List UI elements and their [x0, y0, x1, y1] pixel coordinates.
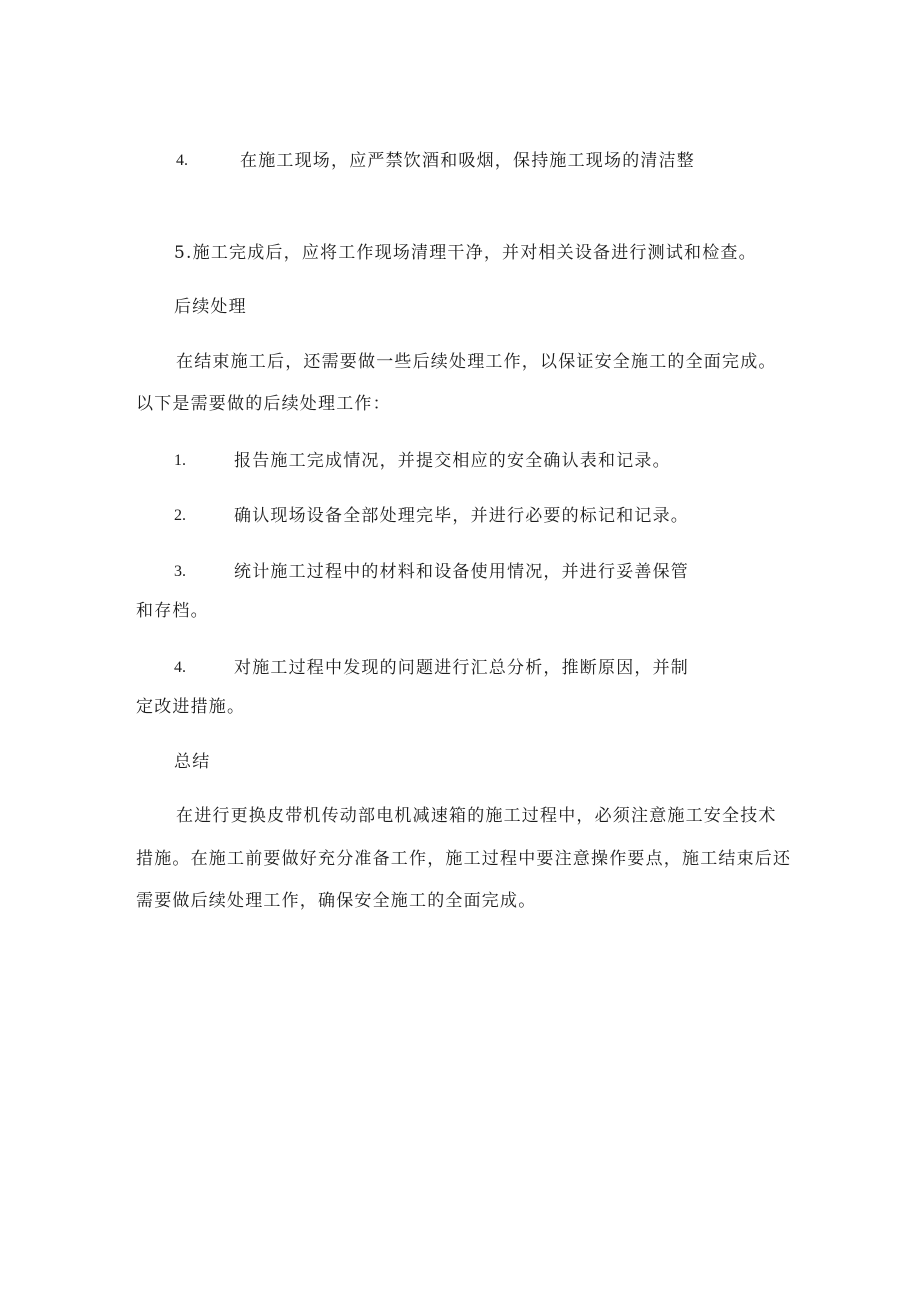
section-heading-summary: 总结: [174, 752, 211, 772]
list-item-text: 5.施工完成后，应将工作现场清理干净，并对相关设备进行测试和检查。: [174, 243, 757, 263]
summary-paragraph-line: 需要做后续处理工作，确保安全施工的全面完成。: [136, 891, 537, 911]
list-item-number: 4.: [176, 152, 188, 169]
followup-intro-line: 以下是需要做的后续处理工作：: [136, 394, 391, 414]
list-item-number: 3.: [174, 563, 186, 580]
list-item-number: 4.: [174, 659, 186, 676]
list-item-continuation: 和存档。: [136, 601, 209, 621]
followup-intro-line: 在结束施工后，还需要做一些后续处理工作，以保证安全施工的全面完成。: [176, 352, 777, 372]
list-item-number: 2.: [174, 507, 186, 524]
section-heading-followup: 后续处理: [174, 297, 247, 317]
list-item-text: 对施工过程中发现的问题进行汇总分析，推断原因，并制: [234, 658, 689, 678]
list-item-number: 1.: [174, 452, 186, 469]
list-item-continuation: 定改进措施。: [136, 697, 246, 717]
list-item-text: 报告施工完成情况，并提交相应的安全确认表和记录。: [234, 451, 671, 471]
summary-paragraph-line: 在进行更换皮带机传动部电机减速箱的施工过程中，必须注意施工安全技术: [176, 806, 777, 826]
list-item-text: 在施工现场，应严禁饮酒和吸烟，保持施工现场的清洁整: [240, 151, 695, 171]
list-item-text: 确认现场设备全部处理完毕，并进行必要的标记和记录。: [234, 506, 689, 526]
list-item-text: 统计施工过程中的材料和设备使用情况，并进行妥善保管: [234, 562, 689, 582]
summary-paragraph-line: 措施。在施工前要做好充分准备工作，施工过程中要注意操作要点，施工结束后还: [136, 849, 792, 869]
